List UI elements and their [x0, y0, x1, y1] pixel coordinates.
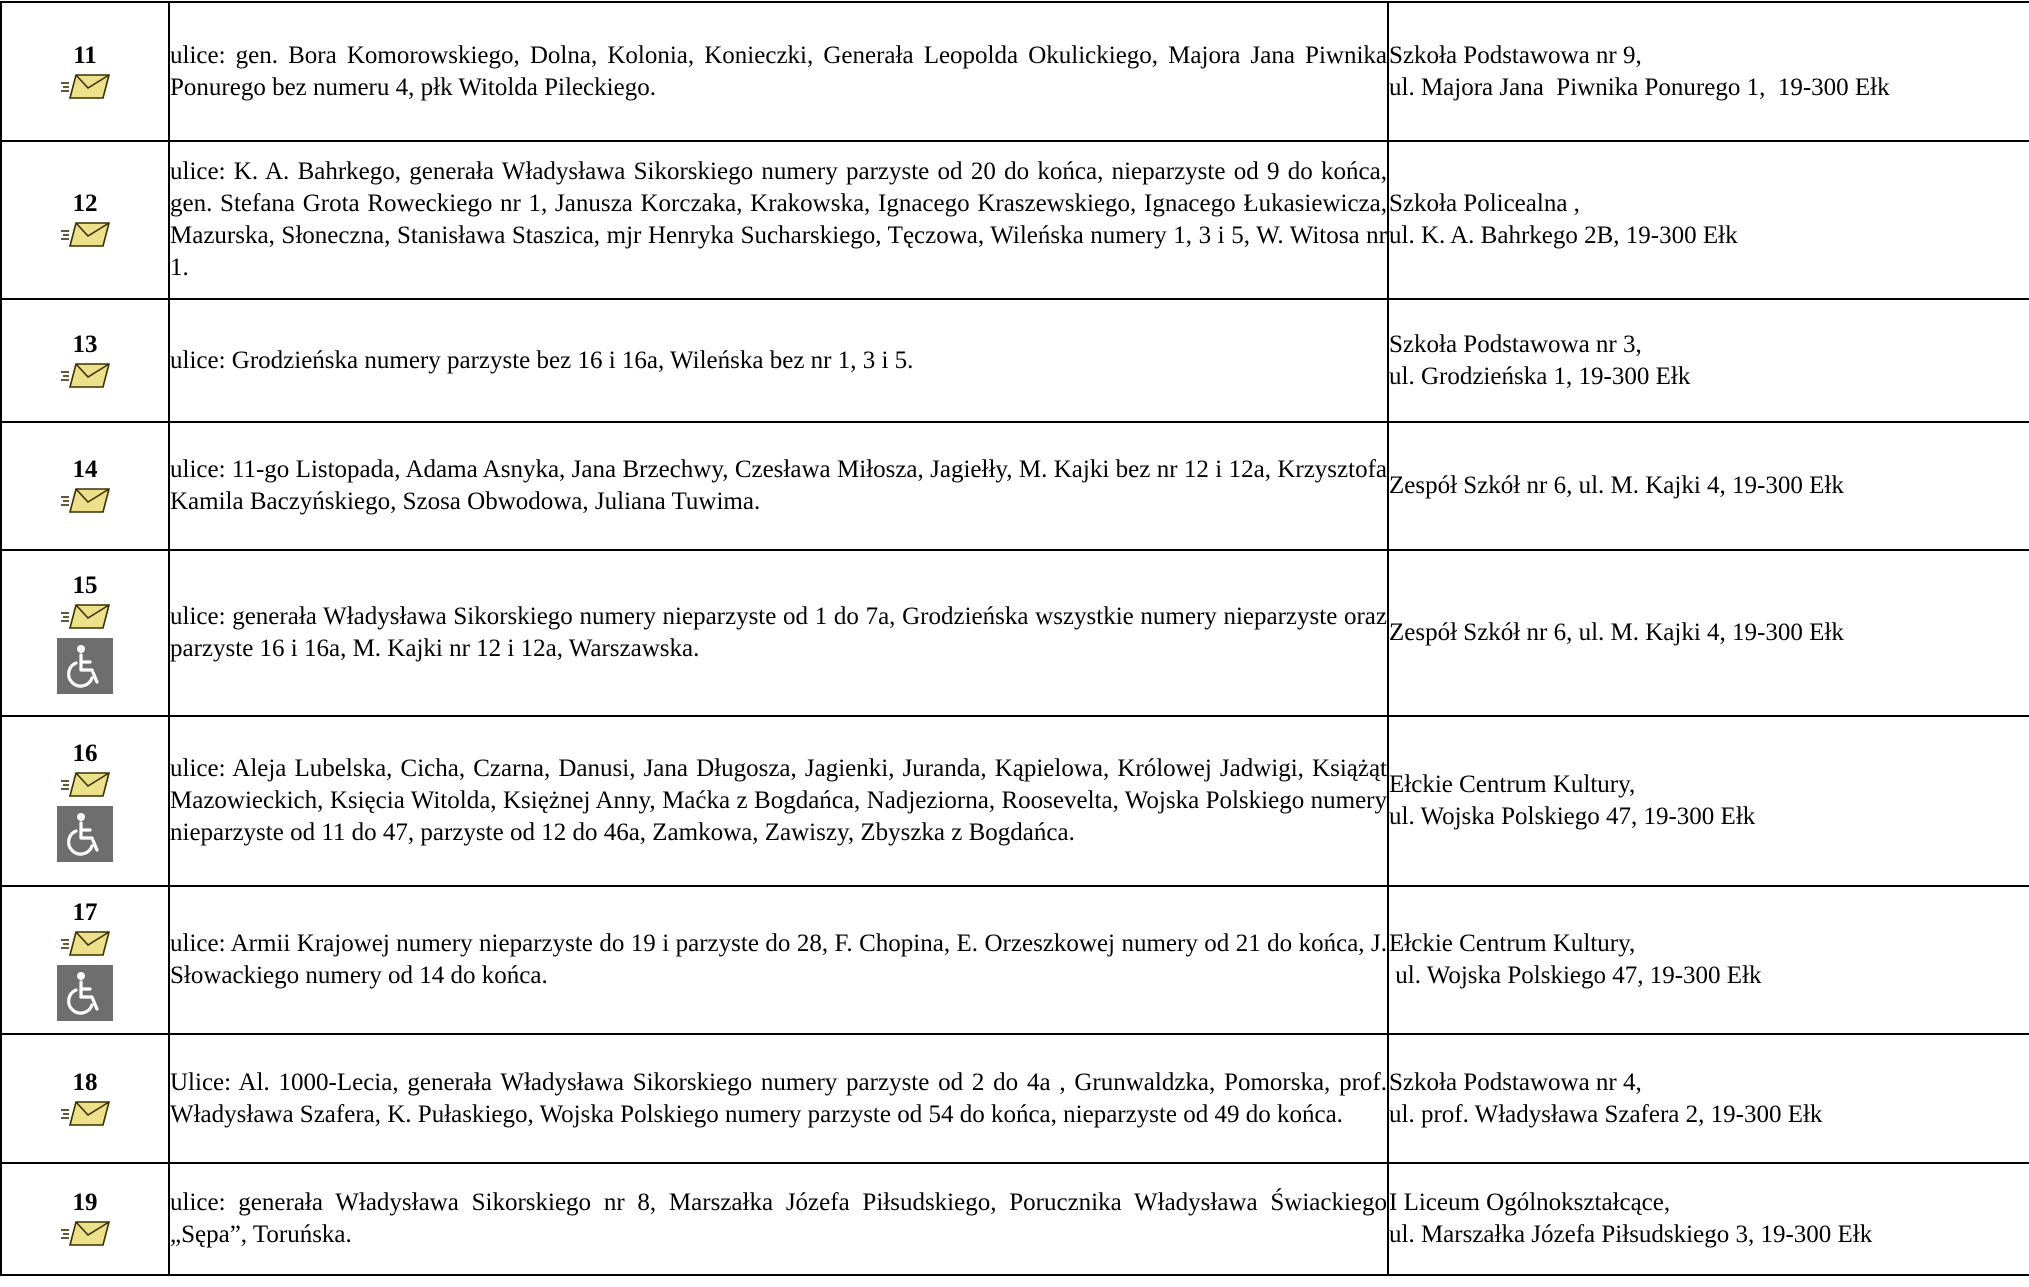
wheelchair-icon [57, 806, 113, 862]
table-row [1, 550, 2029, 716]
table-row [1, 2, 2029, 141]
district-number: 16 [72, 739, 98, 767]
streets-cell: ulice: 11-go Listopada, Adama Asnyka, Jana Brzechwy, Czesława Miłosza, Jagiełły, M. Kajki bez nr 12 i 12a, Krzysztofa Kamila Baczyńskiego, Szosa Obwodowa, Juliana Tuwima. [169, 422, 1388, 550]
district-number: 17 [72, 898, 98, 926]
polling-place-name: Zespół Szkół nr 6, ul. M. Kajki 4, 19-300 Ełk [1389, 472, 1844, 499]
district-number: 15 [72, 571, 98, 599]
district-number: 12 [72, 190, 98, 217]
polling-place-address: ul. Wojska Polskiego 47, 19-300 Ełk [1389, 803, 1756, 830]
envelope-icon [60, 362, 110, 390]
envelope-icon [60, 930, 110, 958]
district-number: 14 [72, 456, 98, 483]
polling-place-cell [1388, 141, 2029, 299]
district-number-cell [1, 299, 169, 422]
polling-place-cell [1388, 1034, 2029, 1163]
table-row [1, 422, 2029, 550]
polling-place-address: ul. Wojska Polskiego 47, 19-300 Ełk [1389, 962, 1762, 989]
envelope-icon [60, 603, 110, 631]
table-row [1, 141, 2029, 299]
streets-cell: ulice: gen. Bora Komorowskiego, Dolna, Kolonia, Konieczki, Generała Leopolda Okulickiego, Majora Jana Piwnika Ponurego bez numeru 4, płk Witolda Pileckiego. [169, 2, 1388, 141]
envelope-icon [60, 1220, 110, 1248]
polling-place-name: Ełckie Centrum Kultury, [1389, 930, 1636, 957]
polling-place-name: Ełckie Centrum Kultury, [1389, 771, 1636, 798]
polling-districts-table [0, 1, 2029, 1276]
streets-cell: Ulice: Al. 1000-Lecia, generała Władysława Sikorskiego numery parzyste od 2 do 4a , Grunwaldzka, Pomorska, prof. Władysława Szafera, K. Pułaskiego, Wojska Polskiego numery parzyste od 54 do końca, nieparzyste od 49 do końca. [169, 1034, 1388, 1163]
streets-cell: ulice: generała Władysława Sikorskiego numery nieparzyste od 1 do 7a, Grodzieńska wszystkie numery nieparzyste oraz parzyste 16 i 16a, M. Kajki nr 12 i 12a, Warszawska. [169, 550, 1388, 716]
streets-cell: ulice: Aleja Lubelska, Cicha, Czarna, Danusi, Jana Długosza, Jagienki, Juranda, Kąpielowa, Królowej Jadwigi, Książąt Mazowieckich, Księcia Witolda, Księżnej Anny, Maćka z Bogdańca, Nadjeziorna, Roosevelta, Wojska Polskiego numery nieparzyste od 11 do 47, parzyste od 12 do 46a, Zamkowa, Zawiszy, Zbyszka z Bogdańca. [169, 716, 1388, 886]
streets-cell: ulice: Grodzieńska numery parzyste bez 16 i 16a, Wileńska bez nr 1, 3 i 5. [169, 299, 1388, 422]
district-number: 11 [73, 41, 97, 69]
polling-place-name: Szkoła Podstawowa nr 3, [1389, 330, 1642, 358]
table-row [1, 299, 2029, 422]
district-number-cell [1, 141, 169, 299]
district-number: 19 [72, 1189, 98, 1216]
wheelchair-icon [57, 638, 113, 694]
polling-place-name: Szkoła Podstawowa nr 9, [1389, 41, 1642, 69]
polling-place-address: ul. K. A. Bahrkego 2B, 19-300 Ełk [1389, 222, 1738, 249]
table-row [1, 1034, 2029, 1163]
district-number-cell [1, 1034, 169, 1163]
streets-cell: ulice: generała Władysława Sikorskiego nr 8, Marszałka Józefa Piłsudskiego, Porucznika Władysława Świackiego „Sępa”, Toruńska. [169, 1163, 1388, 1275]
envelope-icon [60, 1100, 110, 1128]
envelope-icon [60, 487, 110, 515]
table-row [1, 886, 2029, 1034]
district-number-cell [1, 422, 169, 550]
table-row [1, 716, 2029, 886]
polling-place-cell [1388, 299, 2029, 422]
polling-place-address: ul. Grodzieńska 1, 19-300 Ełk [1389, 362, 1691, 390]
district-number-cell [1, 550, 169, 716]
district-number-cell [1, 2, 169, 141]
polling-place-cell [1388, 886, 2029, 1034]
envelope-icon [60, 771, 110, 799]
district-number: 18 [72, 1068, 98, 1096]
streets-cell: ulice: Armii Krajowej numery nieparzyste do 19 i parzyste do 28, F. Chopina, E. Orzeszkowej numery od 21 do końca, J. Słowackiego numery od 14 do końca. [169, 886, 1388, 1034]
polling-place-cell [1388, 2, 2029, 141]
district-number: 13 [72, 330, 98, 358]
streets-cell: ulice: K. A. Bahrkego, generała Władysława Sikorskiego numery parzyste od 20 do końca, nieparzyste od 9 do końca, gen. Stefana Grota Roweckiego nr 1, Janusza Korczaka, Krakowska, Ignacego Kraszewskiego, Ignacego Łukasiewicza, Mazurska, Słoneczna, Stanisława Staszica, mjr Henryka Sucharskiego, Tęczowa, Wileńska numery 1, 3 i 5, W. Witosa nr 1. [169, 141, 1388, 299]
district-number-cell [1, 1163, 169, 1275]
polling-place-name: Szkoła Policealna , [1389, 190, 1580, 217]
polling-place-cell [1388, 1163, 2029, 1275]
polling-place-name: Szkoła Podstawowa nr 4, [1389, 1068, 1642, 1096]
polling-place-cell [1388, 716, 2029, 886]
polling-place-address: ul. Marszałka Józefa Piłsudskiego 3, 19-300 Ełk [1389, 1221, 1873, 1248]
polling-place-name: I Liceum Ogólnokształcące, [1389, 1189, 1671, 1216]
polling-place-cell [1388, 550, 2029, 716]
district-number-cell [1, 716, 169, 886]
wheelchair-icon [57, 965, 113, 1021]
polling-place-address: ul. Majora Jana Piwnika Ponurego 1, 19-300 Ełk [1389, 73, 1890, 101]
polling-place-name: Zespół Szkół nr 6, ul. M. Kajki 4, 19-300 Ełk [1389, 619, 1844, 646]
envelope-icon [60, 73, 110, 101]
polling-place-cell [1388, 422, 2029, 550]
district-number-cell [1, 886, 169, 1034]
envelope-icon [60, 221, 110, 249]
polling-place-address: ul. prof. Władysława Szafera 2, 19-300 Ełk [1389, 1100, 1823, 1128]
table-row [1, 1163, 2029, 1275]
